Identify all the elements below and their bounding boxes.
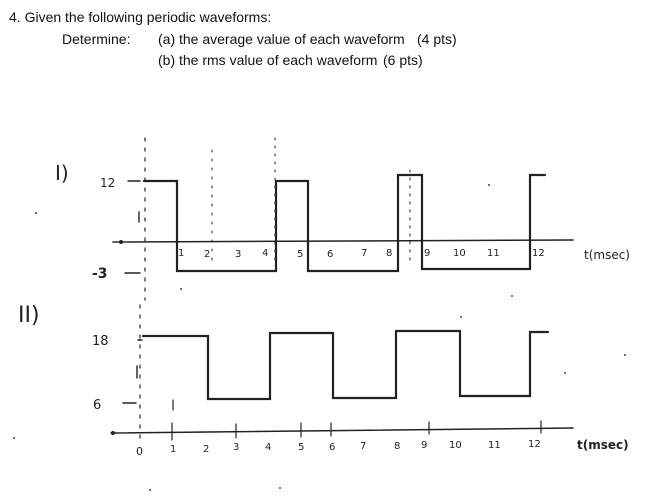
waveform-1-tick-4: 4 (262, 248, 269, 259)
waveform-1-tick-9: 9 (424, 248, 431, 259)
waveform-2-tick-6: 6 (329, 442, 336, 453)
waveform-2-tick-9: 9 (421, 440, 428, 451)
waveform-2-trace (143, 331, 548, 399)
waveform-2-tick-0: 0 (136, 445, 143, 458)
waveform-1-tick-10: 10 (453, 248, 466, 259)
waveform-2-tick-12: 12 (528, 439, 541, 450)
waveform-1-time-axis (113, 240, 573, 242)
waveform-1-high-label: 12 (100, 176, 116, 190)
waveform-1-tick-6: 6 (327, 249, 334, 260)
waveform-1-low-label: -3 (92, 266, 108, 282)
waveform-1-tick-8: 8 (386, 248, 393, 259)
waveform-1-tick-11: 11 (487, 248, 500, 259)
waveform-1-tick-5: 5 (297, 249, 304, 260)
waveform-2-tick-7: 7 (360, 441, 367, 452)
waveform-1-tick-7: 7 (361, 248, 368, 259)
part-b-text: (b) the rms value of each waveform (158, 52, 378, 68)
part-b-points: (6 pts) (383, 52, 423, 68)
waveform-2-tick-8: 8 (394, 441, 401, 452)
waveform-2 (111, 305, 573, 440)
waveform-2-axis-label: t(msec) (577, 438, 629, 452)
waveform-2-label: II) (18, 303, 40, 328)
waveform-2-tick-10: 10 (449, 440, 462, 451)
part-a-points: (4 pts) (417, 31, 457, 47)
waveform-2-tick-5: 5 (298, 442, 305, 453)
waveform-2-low-label: 6 (93, 398, 102, 413)
waveform-2-tick-3: 3 (233, 442, 240, 453)
waveform-1-labels (55, 161, 630, 282)
waveform-2-high-label: 18 (92, 334, 109, 349)
waveform-1-label: I) (55, 161, 69, 185)
part-a-text: (a) the average value of each waveform (158, 31, 405, 47)
question-title: 4. Given the following periodic waveforms: (9, 9, 272, 25)
waveform-1-tick-2: 2 (204, 249, 211, 260)
waveform-2-time-axis (111, 428, 573, 433)
waveform-2-tick-2: 2 (203, 444, 210, 455)
waveform-1-tick-1: 1 (178, 248, 185, 259)
waveform-2-tick-4: 4 (265, 442, 272, 453)
determine-label: Determine: (62, 31, 131, 47)
waveform-2-tick-11: 11 (488, 440, 501, 451)
waveform-2-tick-1: 1 (170, 444, 177, 455)
waveform-1-tick-3: 3 (235, 249, 242, 260)
waveform-1 (113, 138, 573, 300)
waveform-1-tick-12: 12 (532, 248, 545, 259)
waveform-1-axis-label: t(msec) (584, 248, 630, 262)
waveform-2-labels (18, 303, 629, 458)
